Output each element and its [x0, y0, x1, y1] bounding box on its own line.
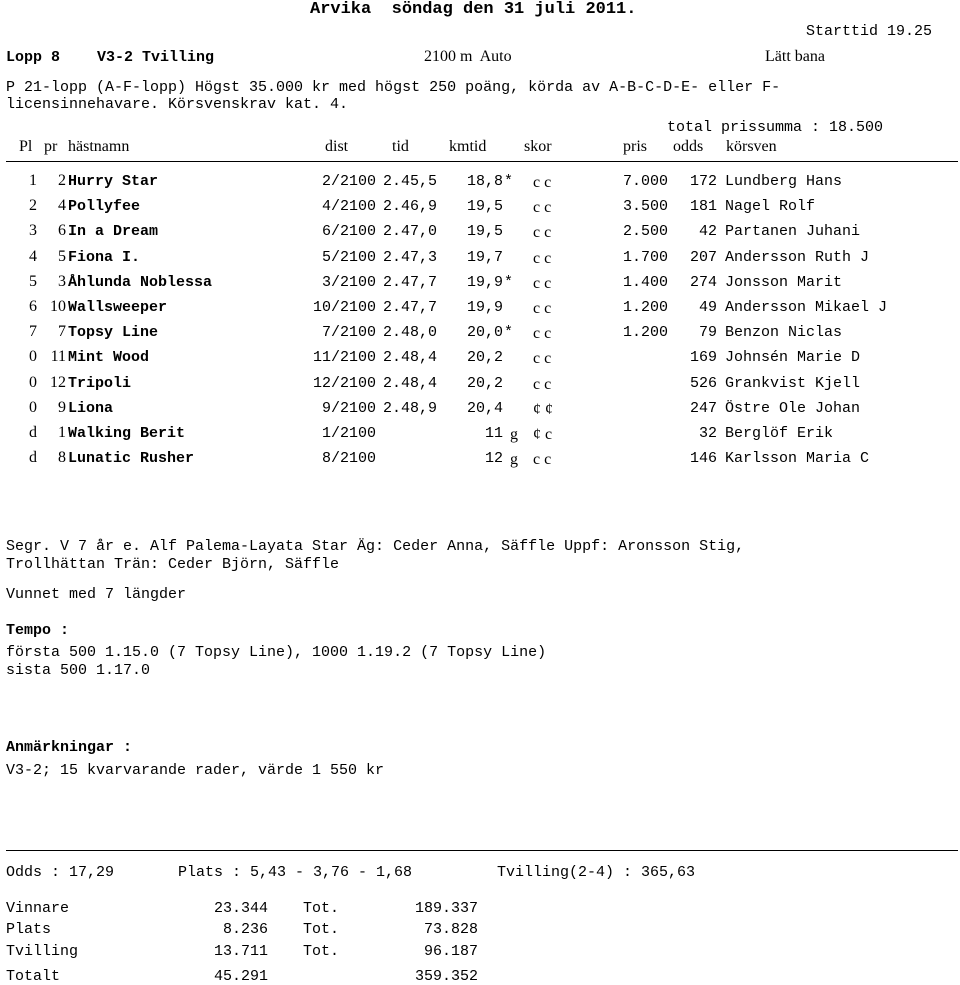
row-driver: Lundberg Hans: [725, 173, 843, 190]
row-prize: 1.700: [622, 248, 668, 266]
odds-summary: Odds : 17,29: [6, 864, 115, 881]
row-post-position: 3: [58, 272, 66, 290]
winning-margin: Vunnet med 7 längder: [6, 586, 187, 603]
row-time: 2.47,7: [383, 273, 438, 291]
col-header-skor: skor: [524, 138, 552, 155]
row-km-time: 19,9: [466, 273, 503, 291]
row-km-time: 20,0: [466, 324, 503, 342]
totals-amount: 13.711: [213, 943, 268, 960]
row-horse-name: Tripoli: [68, 374, 132, 392]
row-shoes: ¢ c: [533, 426, 553, 443]
row-post-position: 4: [58, 197, 66, 215]
col-header-driver: körsven: [726, 138, 777, 155]
row-driver: Andersson Ruth J: [725, 248, 870, 266]
row-km-time: 18,8: [466, 173, 503, 190]
row-gallop-flag: g: [510, 426, 518, 443]
row-time: 2.48,4: [383, 374, 438, 392]
distance-type: 2100 m Auto: [424, 48, 512, 65]
row-post-position: 5: [58, 247, 66, 265]
row-post-position: 2: [58, 172, 66, 189]
row-horse-name: Liona: [68, 399, 114, 417]
row-time: 2.47,7: [383, 299, 438, 316]
row-odds: 274: [689, 273, 717, 291]
row-mark: *: [504, 273, 514, 291]
race-number: Lopp 8: [6, 49, 61, 66]
row-km-time: 11: [484, 425, 503, 442]
totals-tot-label: Tot.: [303, 921, 340, 938]
row-prize: 3.500: [622, 198, 668, 216]
row-shoes: ¢ ¢: [533, 400, 553, 418]
row-post-position: 12: [50, 373, 66, 391]
col-header-dist: dist: [325, 138, 349, 155]
notes-text: V3-2; 15 kvarvarande rader, värde 1 550 kr: [6, 762, 385, 779]
row-placing: 1: [29, 172, 37, 189]
totals-tot-amount: 96.187: [423, 943, 478, 960]
totals-amount: 8.236: [222, 921, 268, 938]
row-driver: Grankvist Kjell: [725, 374, 861, 392]
row-km-time: 19,5: [466, 198, 503, 216]
totals-tot-amount: 359.352: [414, 968, 478, 985]
row-shoes: c c: [533, 451, 552, 469]
row-km-time: 20,4: [466, 399, 503, 417]
row-odds: 79: [698, 324, 717, 342]
row-post-position: 11: [50, 348, 66, 366]
row-shoes: c c: [533, 274, 552, 292]
row-placing: 5: [29, 272, 37, 290]
totals-label: Vinnare: [6, 900, 70, 917]
totals-label: Tvilling: [6, 943, 79, 960]
row-mark: *: [504, 173, 514, 190]
winner-info-line-2: Trollhättan Trän: Ceder Björn, Säffle: [6, 556, 340, 573]
row-distance: 4/2100: [321, 198, 376, 216]
row-post-position: 7: [58, 323, 66, 341]
row-odds: 42: [698, 223, 717, 241]
row-distance: 6/2100: [321, 223, 376, 241]
row-time: 2.48,4: [383, 349, 438, 367]
track-condition: Lätt bana: [765, 48, 825, 65]
row-driver: Andersson Mikael J: [725, 299, 888, 316]
totals-tot-label: Tot.: [303, 943, 340, 960]
row-shoes: c c: [533, 249, 552, 267]
row-horse-name: Hurry Star: [68, 173, 159, 190]
page-title: Arvika söndag den 31 juli 2011.: [310, 0, 637, 19]
row-placing: 2: [29, 197, 37, 215]
row-distance: 5/2100: [321, 248, 376, 266]
row-distance: 9/2100: [321, 399, 376, 417]
totals-tot-amount: 73.828: [423, 921, 478, 938]
row-km-time: 19,9: [466, 299, 503, 316]
tvilling-summary: Tvilling(2-4) : 365,63: [497, 864, 696, 881]
col-header-tid: tid: [392, 138, 409, 155]
totals-tot-amount: 189.337: [414, 900, 478, 917]
row-placing: 7: [29, 323, 37, 341]
row-horse-name: Pollyfee: [68, 198, 141, 216]
row-prize: 1.200: [622, 324, 668, 342]
row-distance: 3/2100: [321, 273, 376, 291]
row-km-time: 20,2: [466, 349, 503, 367]
totals-label: Plats: [6, 921, 52, 938]
row-time: 2.48,9: [383, 399, 438, 417]
row-placing: d: [29, 449, 37, 467]
row-shoes: c c: [533, 375, 552, 393]
row-placing: 0: [29, 373, 37, 391]
row-shoes: c c: [533, 199, 552, 217]
plats-summary: Plats : 5,43 - 3,76 - 1,68: [178, 864, 413, 881]
row-placing: 0: [29, 398, 37, 416]
row-odds: 247: [689, 399, 717, 417]
winner-info-line-1: Segr. V 7 år e. Alf Palema-Layata Star Äg: Ceder Anna, Säffle Uppf: Aronsson Stig,: [6, 538, 745, 555]
col-header-kmtid: kmtid: [449, 138, 487, 155]
row-shoes: c c: [533, 350, 552, 368]
row-distance: 1/2100: [321, 425, 376, 442]
row-km-time: 12: [484, 450, 503, 468]
row-placing: 0: [29, 348, 37, 366]
row-odds: 172: [689, 173, 717, 190]
row-odds: 169: [689, 349, 717, 367]
row-post-position: 6: [58, 222, 66, 240]
row-prize: 1.200: [622, 299, 668, 316]
row-driver: Karlsson Maria C: [725, 450, 870, 468]
col-header-odds: odds: [673, 138, 704, 155]
col-header-pl: Pl: [19, 138, 33, 155]
row-prize: 7.000: [622, 173, 668, 190]
tempo-line-2: sista 500 1.17.0: [6, 662, 151, 679]
row-driver: Nagel Rolf: [725, 198, 816, 216]
row-placing: d: [29, 424, 37, 441]
row-placing: 3: [29, 222, 37, 240]
row-gallop-flag: g: [510, 451, 518, 469]
row-horse-name: Mint Wood: [68, 349, 150, 367]
col-header-name: hästnamn: [68, 138, 130, 155]
row-shoes: c c: [533, 325, 552, 343]
row-time: 2.45,5: [383, 173, 438, 190]
row-post-position: 10: [50, 298, 66, 315]
row-distance: 11/2100: [312, 349, 376, 367]
race-conditions-line-1: P 21-lopp (A-F-lopp) Högst 35.000 kr med högst 250 poäng, körda av A-B-C-D-E- eller F-: [6, 79, 781, 96]
totals-label: Totalt: [6, 968, 61, 985]
row-prize: 1.400: [622, 273, 668, 291]
row-time: 2.48,0: [383, 324, 438, 342]
col-header-pris: pris: [623, 138, 647, 155]
row-km-time: 20,2: [466, 374, 503, 392]
tempo-label: Tempo :: [6, 622, 70, 639]
row-horse-name: Lunatic Rusher: [68, 450, 195, 468]
row-distance: 12/2100: [312, 374, 376, 392]
row-time: 2.47,3: [383, 248, 438, 266]
row-driver: Berglöf Erik: [725, 425, 834, 442]
notes-label: Anmärkningar :: [6, 739, 133, 756]
total-prize: total prissumma : 18.500: [667, 119, 884, 136]
row-shoes: c c: [533, 224, 552, 242]
row-horse-name: Wallsweeper: [68, 299, 168, 316]
totals-tot-label: Tot.: [303, 900, 340, 917]
row-odds: 207: [689, 248, 717, 266]
row-driver: Jonsson Marit: [725, 273, 843, 291]
row-horse-name: Fiona I.: [68, 248, 141, 266]
row-horse-name: Åhlunda Noblessa: [68, 273, 213, 291]
row-distance: 10/2100: [312, 299, 376, 316]
row-prize: 2.500: [622, 223, 668, 241]
row-driver: Benzon Niclas: [725, 324, 843, 342]
game-type: V3-2 Tvilling: [97, 49, 215, 66]
row-driver: Johnsén Marie D: [725, 349, 861, 367]
col-header-pr: pr: [44, 138, 58, 155]
row-odds: 49: [698, 299, 717, 316]
totals-amount: 45.291: [213, 968, 268, 985]
race-conditions-line-2: licensinnehavare. Körsvenskrav kat. 4.: [6, 96, 349, 113]
row-km-time: 19,5: [466, 223, 503, 241]
row-mark: *: [504, 324, 514, 342]
row-driver: Partanen Juhani: [725, 223, 861, 241]
row-odds: 526: [689, 374, 717, 392]
row-driver: Östre Ole Johan: [725, 399, 861, 417]
row-km-time: 19,7: [466, 248, 503, 266]
totals-amount: 23.344: [213, 900, 268, 917]
row-shoes: c c: [533, 174, 552, 191]
header-divider: [6, 161, 958, 162]
row-post-position: 8: [58, 449, 66, 467]
row-horse-name: Topsy Line: [68, 324, 159, 342]
row-odds: 32: [698, 425, 717, 442]
row-horse-name: Walking Berit: [68, 425, 186, 442]
row-post-position: 9: [58, 398, 66, 416]
row-distance: 8/2100: [321, 450, 376, 468]
row-placing: 6: [29, 298, 37, 315]
row-distance: 7/2100: [321, 324, 376, 342]
tempo-line-1: första 500 1.15.0 (7 Topsy Line), 1000 1.19.2 (7 Topsy Line): [6, 644, 547, 661]
row-placing: 4: [29, 247, 37, 265]
row-horse-name: In a Dream: [68, 223, 159, 241]
start-time: Starttid 19.25: [806, 23, 933, 40]
row-shoes: c c: [533, 300, 552, 317]
row-post-position: 1: [58, 424, 66, 441]
row-time: 2.47,0: [383, 223, 438, 241]
row-distance: 2/2100: [321, 173, 376, 190]
footer-divider: [6, 850, 958, 851]
row-odds: 146: [689, 450, 717, 468]
row-time: 2.46,9: [383, 198, 438, 216]
row-odds: 181: [689, 198, 717, 216]
